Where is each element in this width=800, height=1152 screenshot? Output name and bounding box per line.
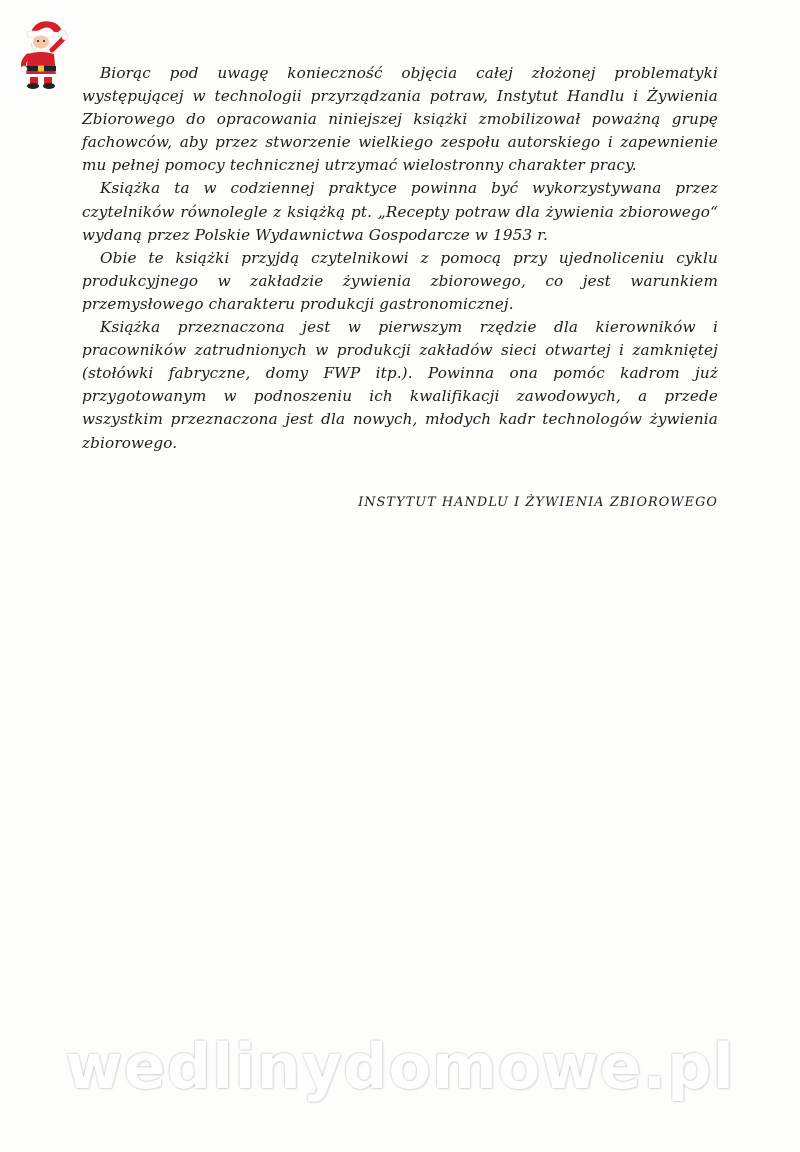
santa-claus-icon [14,16,70,90]
paragraph-usage: Książka ta w codziennej praktyce powinna być wykorzystywana przez czytelników równolegle z książką pt. „Recepty potraw dla żywienia zbiorowego“ wydaną przez Polskie Wydawnictwa Gospodarcze w 1953 r. [82,179,718,244]
site-watermark: wedlinydomowe.pl [65,1030,735,1103]
paragraph-production-cycle: Obie te książki przyjdą czytelnikowi z pomocą przy ujednoliceniu cyklu produkcyjnego w zakładzie żywienia zbiorowego, co jest warunkiem przemysłowego charakteru produkcji gastronomicznej. [82,248,718,313]
paragraph-audience: Książka przeznaczona jest w pierwszym rzędzie dla kierowników i pracowników zatrudnionych w produkcji zakładów sieci otwartej i zamkniętej (stołówki fabryczne, domy FWP itp.). Powinna ona pomóc kadrom już przygotowanym w podnoszeniu ich kwalifikacji zawodowych, a przede wszystkim przeznaczona jest dla nowych, młodych kadr technologów żywienia zbiorowego. [82,318,718,452]
body-text [82,62,718,455]
institute-signature: INSTYTUT HANDLU I ŻYWIENIA ZBIOROWEGO [358,495,718,510]
paragraph-intro: Biorąc pod uwagę konieczność objęcia całej złożonej problematyki występującej w technologii przyrządzania potraw, Instytut Handlu i Żywienia Zbiorowego do opracowania niniejszej książki zmobilizował poważną grupę fachowców, aby przez stworzenie wielkiego zespołu autorskiego i zapewnienie mu pełnej pomocy technicznej utrzymać wielostronny charakter pracy. [82,64,718,175]
